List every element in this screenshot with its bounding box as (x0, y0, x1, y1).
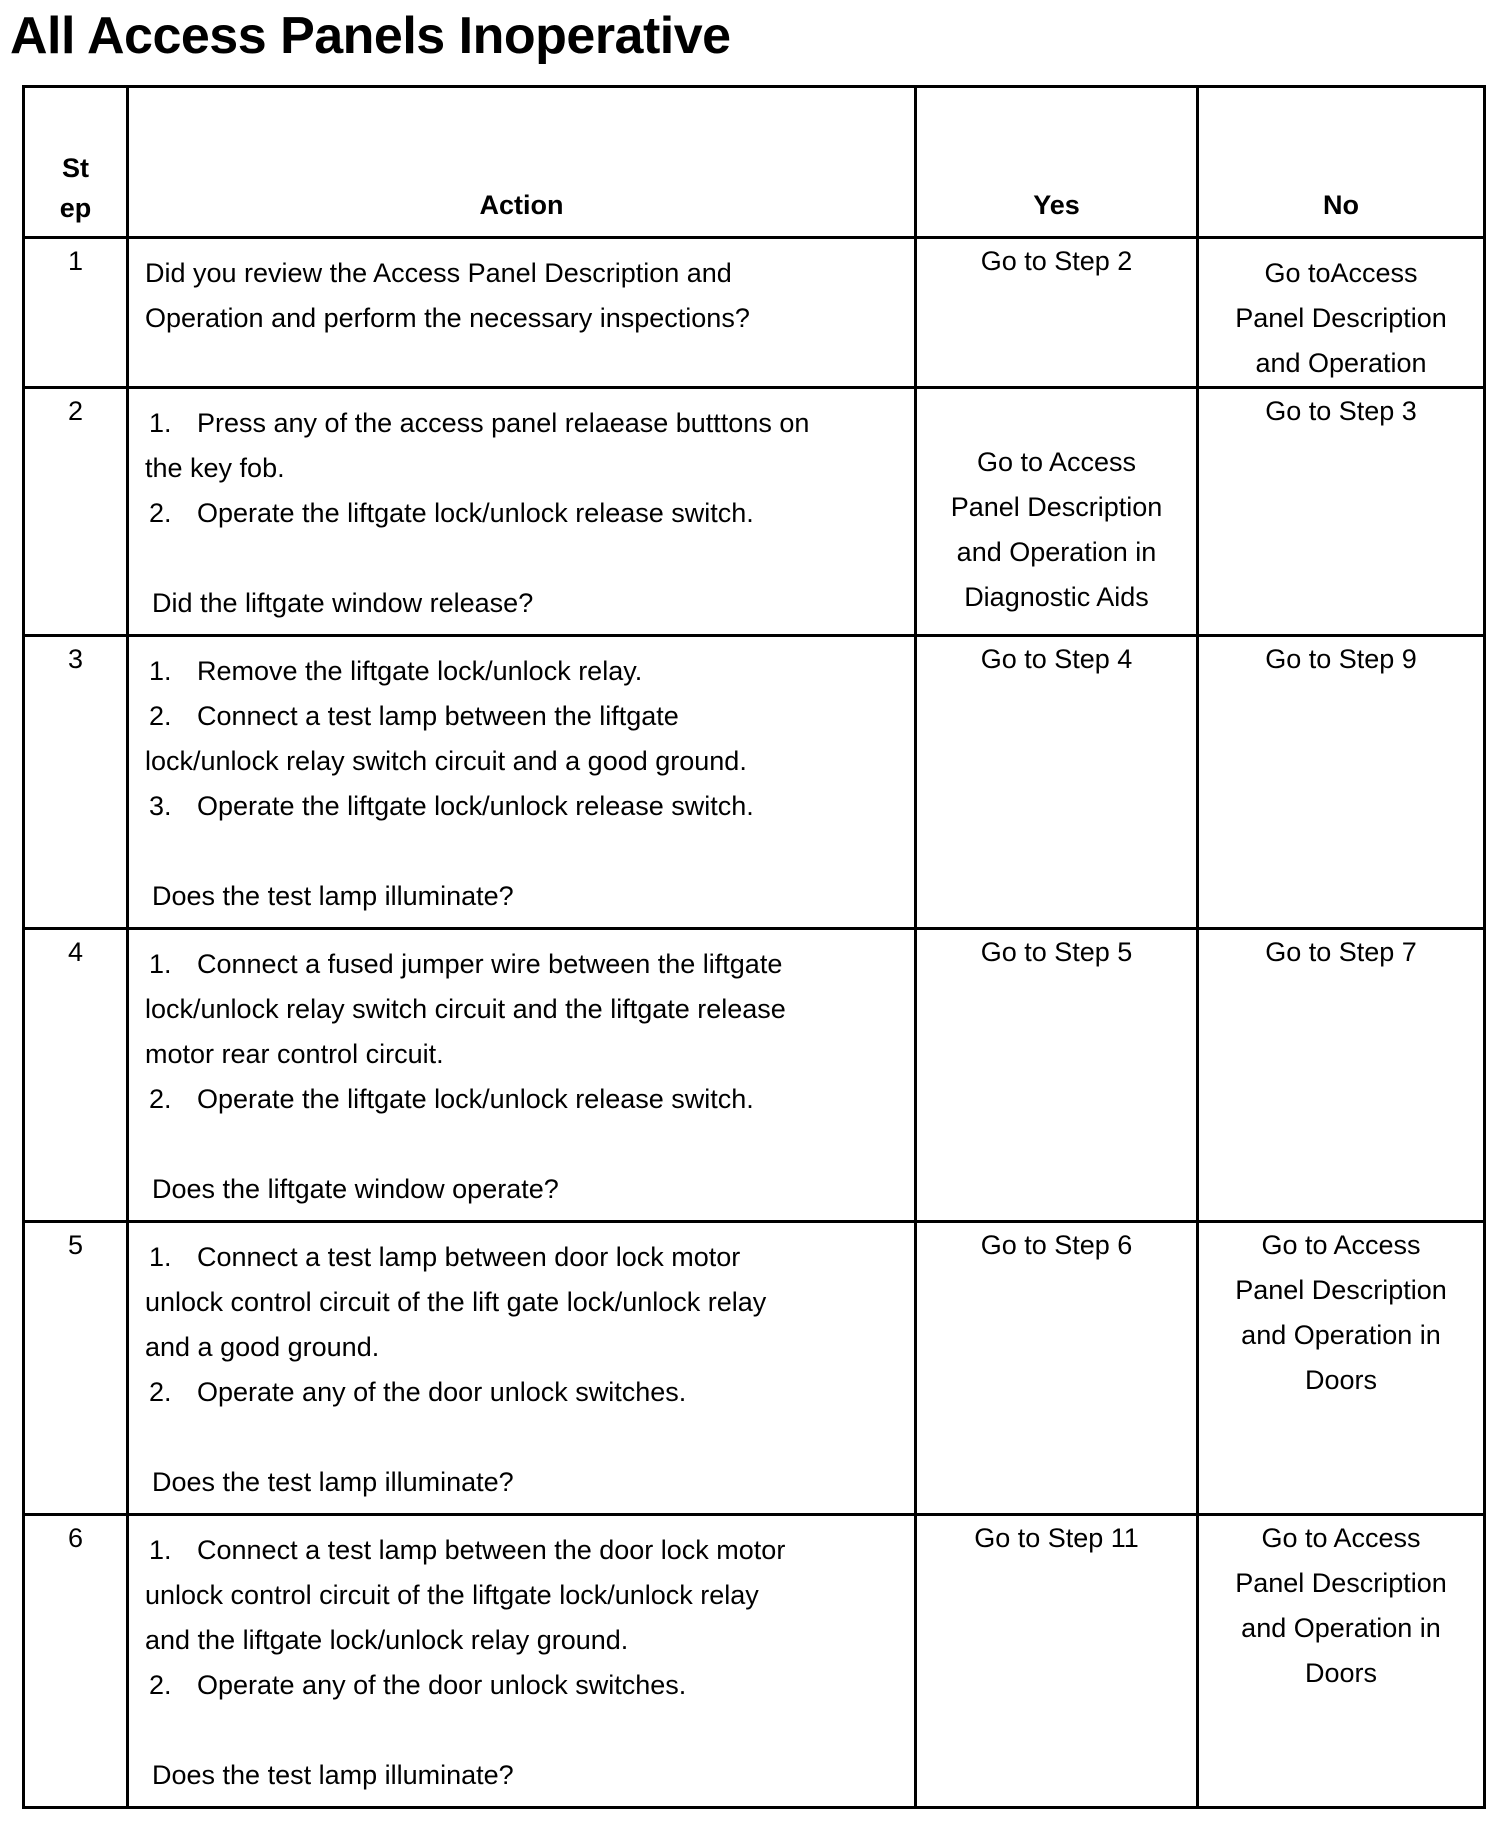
action-cell (128, 1515, 916, 1808)
yes-text-line: Go to Access (976, 447, 1137, 477)
yes-cell (916, 1515, 1198, 1808)
step-number: 6 (24, 1515, 128, 1808)
yes-text: Go to Step 4 (980, 644, 1133, 674)
action-step-number: 2. (149, 1084, 172, 1114)
action-step-item (145, 942, 898, 987)
action-step-number: 1. (149, 1535, 172, 1565)
action-step-text: Remove the liftgate lock/unlock relay. (197, 656, 643, 686)
yes-text-line: Panel Description (950, 492, 1163, 522)
action-step-continuation: lock/unlock relay switch circuit and a good ground. (145, 746, 747, 776)
spacer (145, 536, 898, 581)
action-step-item (145, 401, 898, 446)
action-cell (128, 636, 916, 929)
yes-cell (916, 1222, 1198, 1515)
action-step-text: Operate any of the door unlock switches. (197, 1377, 687, 1407)
action-question: Does the test lamp illuminate? (152, 1467, 514, 1497)
action-step-item (145, 1528, 898, 1573)
yes-text-line: Diagnostic Aids (964, 582, 1149, 612)
no-text: Go to Step 9 (1265, 644, 1417, 674)
yes-text: Go to Step 2 (980, 246, 1133, 276)
action-step-number: 2. (149, 701, 172, 731)
header-yes: Yes (916, 87, 1198, 238)
table-row (24, 636, 1485, 929)
action-step-number: 1. (149, 656, 172, 686)
spacer (145, 1122, 898, 1167)
action-step-item (145, 491, 898, 536)
action-step-continuation: lock/unlock relay switch circuit and the liftgate release (145, 994, 786, 1024)
no-text-line: Doors (1304, 1658, 1378, 1688)
no-text-line: Doors (1304, 1365, 1378, 1395)
spacer (145, 1708, 898, 1753)
action-cell (128, 929, 916, 1222)
no-text-line: and Operation in (1241, 1613, 1441, 1643)
action-step-text: Connect a test lamp between door lock motor (197, 1242, 741, 1272)
header-step-line2: ep (59, 193, 92, 223)
yes-cell (916, 388, 1198, 636)
yes-cell (916, 238, 1198, 388)
yes-text: Go to Step 11 (974, 1523, 1139, 1553)
yes-text: Go to Step 6 (980, 1230, 1133, 1260)
header-no: No (1198, 87, 1485, 238)
no-text-line: Go to Access (1261, 1523, 1421, 1553)
action-step-number: 1. (149, 408, 172, 438)
no-cell (1198, 636, 1485, 929)
action-step-text: Connect a test lamp between the liftgate (197, 701, 679, 731)
no-cell (1198, 1515, 1485, 1808)
action-step-continuation: motor rear control circuit. (145, 1039, 444, 1069)
action-step-item (145, 1663, 898, 1708)
action-question: Does the liftgate window operate? (152, 1174, 559, 1204)
no-cell (1198, 388, 1485, 636)
action-step-number: 2. (149, 1377, 172, 1407)
action-step-item (145, 1370, 898, 1415)
yes-cell (916, 929, 1198, 1222)
step-number: 1 (24, 238, 128, 388)
action-text-line: Operation and perform the necessary inspections? (145, 303, 750, 333)
action-step-continuation: unlock control circuit of the lift gate lock/unlock relay (145, 1287, 767, 1317)
header-action: Action (128, 87, 916, 238)
action-cell (128, 388, 916, 636)
table-header-row (24, 87, 1485, 238)
action-step-number: 1. (149, 949, 172, 979)
yes-cell (916, 636, 1198, 929)
action-step-text: Operate any of the door unlock switches. (197, 1670, 687, 1700)
yes-text-line: and Operation in (956, 537, 1157, 567)
action-step-number: 3. (149, 791, 172, 821)
action-step-text: Operate the liftgate lock/unlock release switch. (197, 1084, 754, 1114)
action-step-continuation: the key fob. (145, 453, 285, 483)
no-text-line: and Operation (1255, 348, 1427, 378)
table-row (24, 1515, 1485, 1808)
table-row (24, 929, 1485, 1222)
action-step-continuation: and the liftgate lock/unlock relay ground. (145, 1625, 629, 1655)
no-cell (1198, 238, 1485, 388)
no-text-line: Panel Description (1235, 303, 1447, 333)
no-text-line: and Operation in (1241, 1320, 1441, 1350)
action-question: Did the liftgate window release? (152, 588, 534, 618)
action-step-text: Operate the liftgate lock/unlock release switch. (197, 498, 754, 528)
action-step-text: Connect a fused jumper wire between the liftgate (197, 949, 783, 979)
table-row (24, 238, 1485, 388)
action-step-continuation: unlock control circuit of the liftgate lock/unlock relay (145, 1580, 759, 1610)
action-step-item (145, 1077, 898, 1122)
action-step-continuation: and a good ground. (145, 1332, 380, 1362)
no-cell (1198, 1222, 1485, 1515)
step-number: 3 (24, 636, 128, 929)
action-step-item (145, 1235, 898, 1280)
action-cell (128, 1222, 916, 1515)
action-question: Does the test lamp illuminate? (152, 881, 514, 911)
no-text-line: Panel Description (1235, 1275, 1447, 1305)
action-step-text: Connect a test lamp between the door lock motor (197, 1535, 786, 1565)
table-row (24, 388, 1485, 636)
no-text-line: Go toAccess (1264, 258, 1418, 288)
no-text: Go to Step 7 (1265, 937, 1417, 967)
table-row (24, 1222, 1485, 1515)
action-cell (128, 238, 916, 388)
no-text: Go to Step 3 (1265, 396, 1417, 426)
spacer (145, 829, 898, 874)
no-text-line: Panel Description (1235, 1568, 1447, 1598)
step-number: 4 (24, 929, 128, 1222)
spacer (145, 1415, 898, 1460)
action-step-text: Operate the liftgate lock/unlock release switch. (197, 791, 754, 821)
no-text-line: Go to Access (1261, 1230, 1421, 1260)
action-step-number: 1. (149, 1242, 172, 1272)
no-cell (1198, 929, 1485, 1222)
action-step-number: 2. (149, 1670, 172, 1700)
page-title: All Access Panels Inoperative (10, 7, 731, 65)
step-number: 2 (24, 388, 128, 636)
action-step-item (145, 694, 898, 739)
action-step-item (145, 784, 898, 829)
step-number: 5 (24, 1222, 128, 1515)
header-step-line1: St (62, 153, 89, 183)
action-step-text: Press any of the access panel relaease butttons on (197, 408, 810, 438)
header-step (24, 87, 128, 238)
action-text-line: Did you review the Access Panel Description and (145, 258, 732, 288)
diagnostic-table (22, 85, 1486, 1809)
yes-text: Go to Step 5 (980, 937, 1133, 967)
action-step-item (145, 649, 898, 694)
action-question: Does the test lamp illuminate? (152, 1760, 514, 1790)
action-step-number: 2. (149, 498, 172, 528)
